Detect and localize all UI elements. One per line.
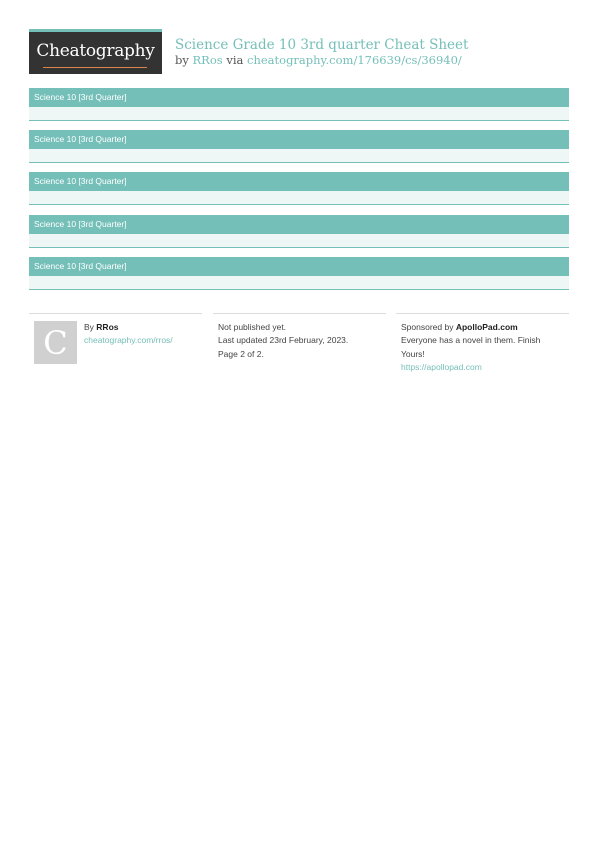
section-2	[29, 130, 569, 163]
byline-via: via	[226, 53, 244, 67]
sponsor-prefix: Sponsored by	[401, 322, 454, 332]
author-profile-link[interactable]: cheatography.com/rros/	[84, 335, 173, 345]
section-body	[29, 234, 569, 248]
section-body	[29, 149, 569, 163]
section-1	[29, 88, 569, 121]
section-header: Science 10 [3rd Quarter]	[29, 130, 569, 149]
sheet-url-link[interactable]: cheatography.com/176639/cs/36940/	[247, 53, 462, 67]
byline	[175, 53, 462, 67]
footer-status	[213, 313, 386, 383]
sponsor-tagline-2: Yours!	[401, 349, 425, 359]
byline-by: by	[175, 53, 189, 67]
sponsor-link[interactable]: https://apollopad.com	[401, 362, 482, 372]
logo-text: Cheatography	[36, 41, 155, 61]
section-header: Science 10 [3rd Quarter]	[29, 257, 569, 276]
section-3	[29, 172, 569, 205]
author-link[interactable]: RRos	[192, 53, 223, 67]
footer-sponsor	[396, 313, 569, 383]
section-body	[29, 107, 569, 121]
avatar-letter: C	[43, 324, 68, 362]
author-name[interactable]: RRos	[96, 322, 119, 332]
page-number: Page 2 of 2.	[218, 349, 264, 359]
section-4	[29, 215, 569, 248]
sponsor-line	[401, 321, 518, 335]
section-header: Science 10 [3rd Quarter]	[29, 172, 569, 191]
avatar[interactable]	[34, 321, 77, 364]
author-by: By	[84, 322, 94, 332]
cheatography-logo[interactable]	[29, 29, 162, 74]
page-title[interactable]: Science Grade 10 3rd quarter Cheat Sheet	[175, 37, 469, 53]
section-5	[29, 257, 569, 290]
section-header: Science 10 [3rd Quarter]	[29, 88, 569, 107]
last-updated: Last updated 23rd February, 2023.	[218, 335, 349, 345]
author-line	[84, 321, 119, 335]
published-status: Not published yet.	[218, 322, 287, 332]
sponsor-name[interactable]: ApolloPad.com	[455, 322, 518, 332]
footer-author	[29, 313, 202, 383]
section-body	[29, 191, 569, 205]
section-header: Science 10 [3rd Quarter]	[29, 215, 569, 234]
sponsor-tagline-1: Everyone has a novel in them. Finish	[401, 335, 541, 345]
section-body	[29, 276, 569, 290]
logo-underline	[43, 67, 147, 68]
